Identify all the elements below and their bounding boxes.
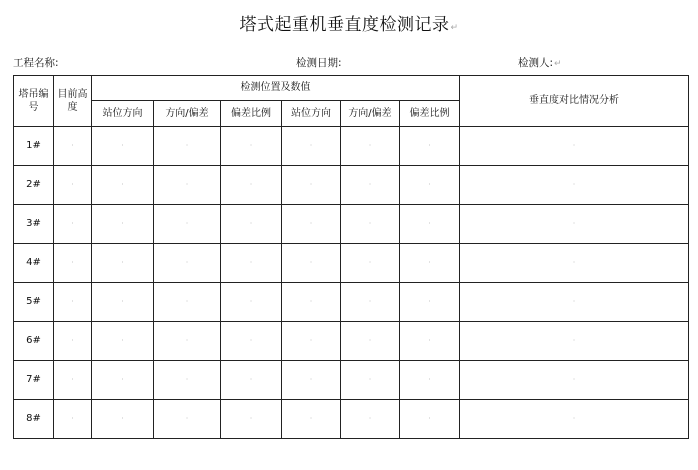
data-cell[interactable] <box>341 166 400 205</box>
data-cell[interactable] <box>154 127 221 166</box>
cell-end-mark: · <box>249 219 253 229</box>
data-cell[interactable] <box>282 322 341 361</box>
paragraph-mark: ↵ <box>450 23 459 33</box>
cell-end-mark: · <box>428 297 431 307</box>
data-cell[interactable] <box>154 283 221 322</box>
data-cell[interactable] <box>92 166 154 205</box>
data-cell[interactable] <box>54 400 92 439</box>
table-row <box>14 322 689 361</box>
cell-end-mark: · <box>309 141 313 151</box>
cell-end-mark: · <box>249 375 253 385</box>
cell-end-mark: · <box>71 336 74 346</box>
cell-end-mark: · <box>428 180 431 190</box>
crane-number-cell[interactable] <box>14 127 54 166</box>
cell-end-mark: · <box>185 219 189 229</box>
cell-end-mark: · <box>368 141 372 151</box>
cell-end-mark: · <box>121 414 124 424</box>
cell-end-mark: · <box>71 414 74 424</box>
header-current-height: 目前高度 <box>54 76 92 127</box>
cell-end-mark: · <box>71 141 74 151</box>
data-cell[interactable] <box>341 244 400 283</box>
data-cell[interactable] <box>221 361 282 400</box>
data-cell[interactable] <box>400 205 460 244</box>
inspection-table <box>13 75 689 439</box>
crane-number-label: 3# <box>26 218 41 230</box>
crane-number-cell[interactable] <box>14 400 54 439</box>
cell-end-mark: · <box>249 258 253 268</box>
data-cell[interactable] <box>341 400 400 439</box>
subheader-cell: 偏差比例 <box>400 101 460 127</box>
data-cell[interactable] <box>460 283 689 322</box>
cell-end-mark: · <box>185 414 189 424</box>
data-cell[interactable] <box>54 283 92 322</box>
data-cell[interactable] <box>221 322 282 361</box>
cell-end-mark: · <box>121 219 124 229</box>
table-row <box>14 283 689 322</box>
cell-end-mark: · <box>572 375 576 385</box>
cell-end-mark: · <box>185 336 189 346</box>
data-cell[interactable] <box>221 400 282 439</box>
data-cell[interactable] <box>460 127 689 166</box>
data-cell[interactable] <box>54 322 92 361</box>
cell-end-mark: · <box>249 414 253 424</box>
data-cell[interactable] <box>154 244 221 283</box>
table-row <box>14 205 689 244</box>
cell-end-mark: · <box>249 297 253 307</box>
cell-end-mark: · <box>368 375 372 385</box>
cell-end-mark: · <box>572 141 576 151</box>
cell-end-mark: · <box>121 258 124 268</box>
data-cell[interactable] <box>282 205 341 244</box>
data-cell[interactable] <box>460 400 689 439</box>
cell-end-mark: · <box>185 297 189 307</box>
cell-end-mark: · <box>71 180 74 190</box>
header-crane-number: 塔吊编号 <box>14 76 54 127</box>
data-cell[interactable] <box>282 400 341 439</box>
cell-end-mark: · <box>309 297 313 307</box>
table-row <box>14 400 689 439</box>
data-cell[interactable] <box>92 205 154 244</box>
cell-end-mark: · <box>71 375 74 385</box>
data-cell[interactable] <box>221 283 282 322</box>
table-row <box>14 127 689 166</box>
data-cell[interactable] <box>282 127 341 166</box>
data-cell[interactable] <box>400 127 460 166</box>
cell-end-mark: · <box>309 258 313 268</box>
cell-end-mark: · <box>368 180 372 190</box>
data-cell[interactable] <box>92 322 154 361</box>
data-cell[interactable] <box>400 283 460 322</box>
data-cell[interactable] <box>221 166 282 205</box>
crane-number-label: 7# <box>26 374 41 386</box>
subheader-cell: 偏差比例 <box>221 101 282 127</box>
data-cell[interactable] <box>221 244 282 283</box>
cell-end-mark: · <box>309 219 313 229</box>
data-cell[interactable] <box>400 361 460 400</box>
table-row <box>14 166 689 205</box>
cell-end-mark: · <box>428 414 431 424</box>
crane-number-label: 4# <box>26 257 41 269</box>
cell-end-mark: · <box>249 141 253 151</box>
data-cell[interactable] <box>154 400 221 439</box>
project-name-field: 工程名称: <box>13 57 59 69</box>
data-cell[interactable] <box>54 166 92 205</box>
data-cell[interactable] <box>282 283 341 322</box>
cell-end-mark: · <box>572 258 576 268</box>
data-cell[interactable] <box>460 205 689 244</box>
subheader-cell: 站位方向 <box>282 101 341 127</box>
cell-end-mark: · <box>71 219 74 229</box>
cell-end-mark: · <box>368 414 372 424</box>
data-cell[interactable] <box>54 127 92 166</box>
inspector-field: 检测人:↵ <box>518 57 562 69</box>
crane-number-cell[interactable] <box>14 283 54 322</box>
crane-number-cell[interactable] <box>14 205 54 244</box>
cell-end-mark: · <box>121 375 124 385</box>
crane-number-label: 5# <box>26 296 41 308</box>
cell-end-mark: · <box>428 336 431 346</box>
cell-end-mark: · <box>572 297 576 307</box>
data-cell[interactable] <box>460 361 689 400</box>
subheader-cell: 站位方向 <box>92 101 154 127</box>
cell-end-mark: · <box>368 336 372 346</box>
cell-end-mark: · <box>121 336 124 346</box>
data-cell[interactable] <box>92 283 154 322</box>
data-cell[interactable] <box>341 283 400 322</box>
crane-number-label: 6# <box>26 335 41 347</box>
data-cell[interactable] <box>400 244 460 283</box>
crane-number-cell[interactable] <box>14 244 54 283</box>
crane-number-cell[interactable] <box>14 322 54 361</box>
data-cell[interactable] <box>92 127 154 166</box>
cell-end-mark: · <box>368 219 372 229</box>
cell-end-mark: · <box>572 180 576 190</box>
subheader-cell: 方向/偏差 <box>154 101 221 127</box>
cell-end-mark: · <box>309 180 313 190</box>
data-cell[interactable] <box>92 361 154 400</box>
cell-end-mark: · <box>572 219 576 229</box>
data-cell[interactable] <box>221 127 282 166</box>
cell-end-mark: · <box>71 297 74 307</box>
cell-end-mark: · <box>249 336 253 346</box>
data-cell[interactable] <box>341 205 400 244</box>
cell-end-mark: · <box>121 141 124 151</box>
subheader-cell: 方向/偏差 <box>341 101 400 127</box>
cell-end-mark: · <box>428 258 431 268</box>
crane-number-cell[interactable] <box>14 166 54 205</box>
cell-end-mark: · <box>309 414 313 424</box>
cell-end-mark: · <box>185 141 189 151</box>
cell-end-mark: · <box>121 297 124 307</box>
crane-number-cell[interactable] <box>14 361 54 400</box>
cell-end-mark: · <box>368 258 372 268</box>
data-cell[interactable] <box>282 244 341 283</box>
data-cell[interactable] <box>460 322 689 361</box>
header-analysis: 垂直度对比情况分析 <box>460 76 689 127</box>
data-cell[interactable] <box>54 205 92 244</box>
paragraph-mark: ↵ <box>554 59 562 69</box>
cell-end-mark: · <box>572 414 576 424</box>
document-title: 塔式起重机垂直度检测记录↵ <box>239 15 459 35</box>
data-cell[interactable] <box>154 166 221 205</box>
cell-end-mark: · <box>428 375 431 385</box>
data-cell[interactable] <box>92 400 154 439</box>
header-measurement-group: 检测位置及数值 <box>92 76 460 101</box>
data-cell[interactable] <box>154 205 221 244</box>
cell-end-mark: · <box>249 180 253 190</box>
inspection-date-field: 检测日期: <box>296 57 342 69</box>
cell-end-mark: · <box>572 336 576 346</box>
cell-end-mark: · <box>428 219 431 229</box>
data-cell[interactable] <box>341 127 400 166</box>
data-cell[interactable] <box>54 361 92 400</box>
crane-number-label: 8# <box>26 413 41 425</box>
data-cell[interactable] <box>460 244 689 283</box>
table-row <box>14 244 689 283</box>
cell-end-mark: · <box>121 180 124 190</box>
data-cell[interactable] <box>154 322 221 361</box>
data-cell[interactable] <box>341 361 400 400</box>
table-header-row <box>14 76 689 101</box>
cell-end-mark: · <box>309 336 313 346</box>
data-cell[interactable] <box>400 322 460 361</box>
data-cell[interactable] <box>400 400 460 439</box>
cell-end-mark: · <box>309 375 313 385</box>
cell-end-mark: · <box>185 258 189 268</box>
table-row <box>14 361 689 400</box>
cell-end-mark: · <box>185 375 189 385</box>
crane-number-label: 2# <box>26 179 41 191</box>
cell-end-mark: · <box>368 297 372 307</box>
data-cell[interactable] <box>341 322 400 361</box>
data-cell[interactable] <box>54 244 92 283</box>
cell-end-mark: · <box>185 180 189 190</box>
data-cell[interactable] <box>282 361 341 400</box>
data-cell[interactable] <box>400 166 460 205</box>
cell-end-mark: · <box>428 141 431 151</box>
data-cell[interactable] <box>154 361 221 400</box>
crane-number-label: 1# <box>26 140 41 152</box>
data-cell[interactable] <box>92 244 154 283</box>
data-cell[interactable] <box>460 166 689 205</box>
data-cell[interactable] <box>221 205 282 244</box>
data-cell[interactable] <box>282 166 341 205</box>
cell-end-mark: · <box>71 258 74 268</box>
